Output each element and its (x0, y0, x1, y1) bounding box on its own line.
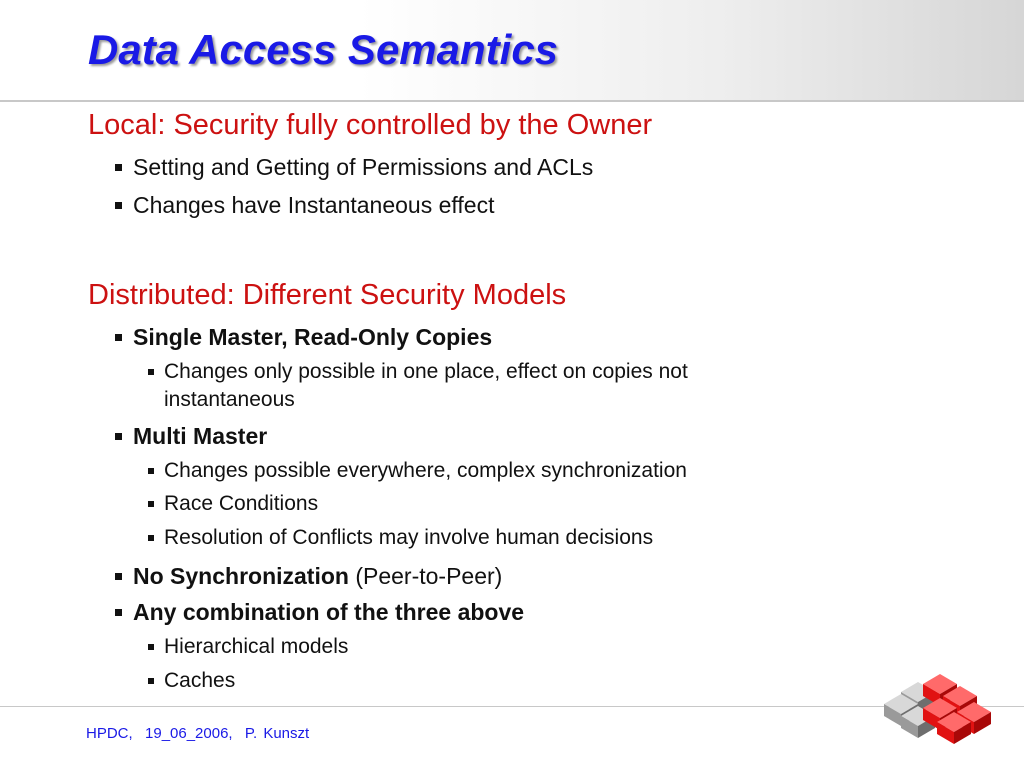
sub-bullet-conflicts (164, 525, 653, 551)
bullet-no-sync (133, 562, 502, 590)
title-divider (0, 100, 1024, 102)
bullet-text-suffix: (Peer-to-Peer) (348, 563, 503, 589)
bullet-single-master (133, 323, 492, 351)
sub-bullet-race (164, 491, 318, 517)
heading-local: Local: Security fully controlled by the Owner (88, 109, 653, 141)
bullet-text: Hierarchical models (164, 635, 349, 658)
square-bullet-icon (148, 369, 154, 375)
bullet-text: Any combination of the three above (133, 599, 525, 625)
sub-bullet-continuation: instantaneous (164, 388, 295, 411)
square-bullet-icon (148, 535, 154, 541)
logo-red-cubes (923, 674, 991, 744)
sub-bullet-caches (164, 668, 235, 694)
square-bullet-icon (148, 644, 154, 650)
bullet-text: Resolution of Conflicts may involve human decisions (164, 526, 654, 549)
bullet-text: Changes only possible in one place, effect on copies not (164, 360, 688, 383)
bullet-text: Single Master, Read-Only Copies (133, 324, 493, 350)
bullet-instantaneous (133, 191, 494, 219)
bullet-text: Changes possible everywhere, complex synchronization (164, 459, 687, 482)
square-bullet-icon (148, 501, 154, 507)
bullet-permissions (133, 153, 593, 181)
heading-distributed: Distributed: Different Security Models (88, 279, 567, 311)
bullet-text: Race Conditions (164, 492, 319, 515)
sub-bullet-one-place (164, 359, 688, 385)
bullet-any-combination (133, 598, 524, 626)
bullet-text: Multi Master (133, 423, 268, 449)
square-bullet-icon (115, 202, 122, 209)
sub-bullet-hierarchical (164, 634, 348, 660)
bullet-multi-master (133, 422, 267, 450)
bullet-text: Changes have Instantaneous effect (133, 192, 495, 218)
sub-bullet-everywhere (164, 458, 687, 484)
bullet-text: Caches (164, 669, 236, 692)
square-bullet-icon (115, 433, 122, 440)
bullet-text: Setting and Getting of Permissions and ACLs (133, 154, 594, 180)
square-bullet-icon (115, 334, 122, 341)
square-bullet-icon (115, 573, 122, 580)
square-bullet-icon (148, 468, 154, 474)
square-bullet-icon (115, 609, 122, 616)
square-bullet-icon (148, 678, 154, 684)
square-bullet-icon (115, 164, 122, 171)
bullet-text-bold: No Synchronization (133, 563, 349, 589)
slide-title: Data Access Semantics (88, 26, 559, 73)
stacked-cubes-logo-icon (884, 672, 994, 750)
footer-divider (0, 706, 1024, 707)
footer-text: HPDC, 19_06_2006, P. Kunszt (86, 725, 310, 742)
